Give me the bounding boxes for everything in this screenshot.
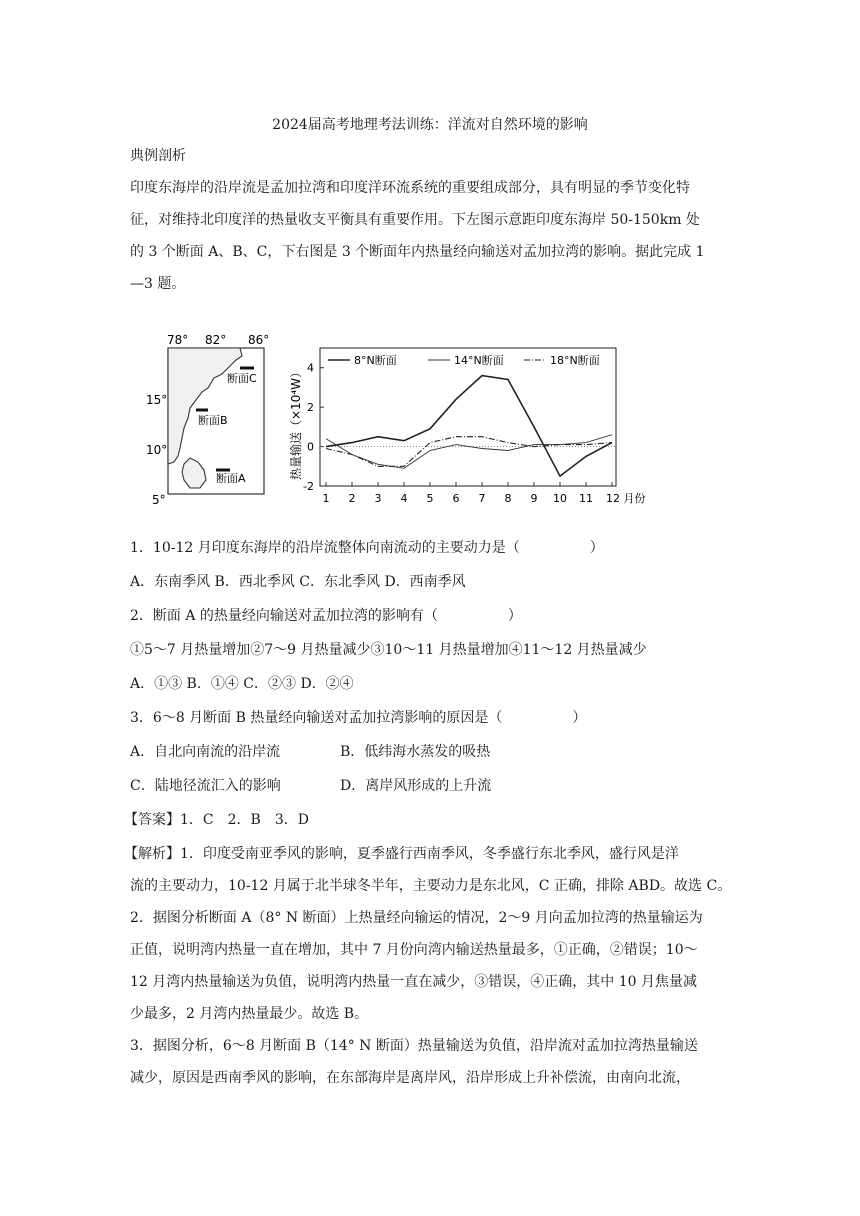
option-d: D．离岸风形成的上升流: [340, 778, 492, 794]
x-tick-label: 11: [579, 492, 593, 505]
chart-frame: [320, 348, 616, 486]
intro-paragraph: [130, 172, 740, 300]
option-a: A．自北向南流的沿岸流: [130, 744, 281, 760]
section-b-label: 断面B: [198, 414, 228, 427]
section-heading: 典例剖析: [130, 148, 186, 164]
analysis-line: 12 月湾内热量输送为负值，说明湾内热量一直在减少，③错误，④正确，其中 10 月焦量减: [130, 974, 697, 990]
chart-ylabel: 热量输送（×10⁴W）: [289, 365, 303, 480]
option-b: B．低纬海水蒸发的吸热: [340, 744, 491, 760]
legend-label-3: 18°N断面: [550, 354, 600, 367]
x-tick-label: 4: [400, 492, 408, 505]
x-tick-label: 2: [348, 492, 356, 505]
analysis-line: 正值，说明湾内热量一直在增加，其中 7 月份向湾内输送热量最多，①正确，②错误；10～: [130, 942, 698, 958]
question-3-stem: 3．6～8 月断面 B 热量经向输送对孟加拉湾影响的原因是（ ）: [130, 710, 587, 726]
intro-line: 的 3 个断面 A、B、C，下右图是 3 个断面年内热量经向输送对孟加拉湾的影响。据此完成 1: [130, 244, 705, 260]
analysis-line: 2．据图分析断面 A（8° N 断面）上热量经向输运的情况，2～9 月向孟加拉湾的热量输运为: [130, 910, 703, 926]
answer-line: 【答案】1．C 2．B 3．D: [124, 812, 309, 828]
intro-line: 征，对维持北印度洋的热量收支平衡具有重要作用。下左图示意距印度东海岸 50-150km 处: [130, 212, 700, 228]
analysis-line: 流的主要动力，10-12 月属于北半球冬半年，主要动力是东北风，C 正确，排除 ABD。故选 C。: [130, 878, 732, 894]
question-1-stem: 1．10-12 月印度东海岸的沿岸流整体向南流动的主要动力是（ ）: [130, 540, 604, 556]
analysis-paragraph: [124, 838, 740, 1094]
map-lat-label: 10°: [146, 443, 168, 457]
question-3-options-row2: [130, 776, 740, 796]
legend-label-2: 14°N断面: [454, 354, 504, 367]
section-a-label: 断面A: [216, 472, 246, 485]
analysis-line: 少最多，2 月湾内热量最少。故选 B。: [130, 1006, 369, 1022]
x-tick-label: 7: [478, 492, 486, 505]
legend-label-1: 8°N断面: [354, 354, 397, 367]
question-2-stem: 2．断面 A 的热量经向输送对孟加拉湾的影响有（ ）: [130, 608, 522, 624]
x-tick-label: 1: [322, 492, 330, 505]
intro-line: 印度东海岸的沿岸流是孟加拉湾和印度洋环流系统的重要组成部分，具有明显的季节变化特: [130, 180, 690, 196]
question-1-options: A．东南季风 B．西北季风 C．东北季风 D．西南季风: [130, 574, 466, 590]
line-chart: [288, 348, 646, 505]
figure: [146, 330, 680, 510]
x-axis-label: 12 月份: [606, 492, 646, 505]
analysis-line: 3．据图分析，6～8 月断面 B（14° N 断面）热量输送为负值，沿岸流对孟加拉湾热量输送: [130, 1038, 698, 1054]
map-lat-label: 15°: [146, 393, 168, 407]
y-tick-label: 0: [307, 440, 314, 454]
map-lon-label: 78°: [167, 333, 189, 347]
map-lon-label: 82°: [205, 333, 227, 347]
y-tick-label: 2: [307, 401, 314, 415]
option-c: C．陆地径流汇入的影响: [130, 778, 281, 794]
x-tick-label: 6: [452, 492, 460, 505]
y-tick-label: 4: [307, 361, 314, 375]
map-lat-label: 5°: [152, 493, 166, 507]
y-tick-label: -2: [303, 480, 314, 493]
question-2-options: A．①③ B．①④ C．②③ D．②④: [130, 676, 354, 692]
x-tick-label: 8: [504, 492, 512, 505]
figure-svg: [146, 330, 680, 510]
intro-line: —3 题。: [130, 276, 186, 292]
x-tick-label: 9: [530, 492, 538, 505]
document-title: 2024届高考地理考法训练：洋流对自然环境的影响: [272, 117, 588, 133]
section-c-label: 断面C: [227, 372, 257, 385]
x-tick-label: 5: [426, 492, 434, 505]
map-lon-label: 86°: [248, 333, 270, 347]
question-3-options-row1: [130, 742, 740, 762]
analysis-line: 减少，原因是西南季风的影响，在东部海岸是离岸风，沿岸形成上升补偿流，由南向北流，: [130, 1070, 690, 1086]
x-tick-label: 3: [374, 492, 382, 505]
analysis-line: 【解析】1．印度受南亚季风的影响，夏季盛行西南季风，冬季盛行东北季风，盛行风是洋: [124, 846, 679, 862]
question-2-statements: ①5～7 月热量增加②7～9 月热量减少③10～11 月热量增加④11～12 月热量减少: [130, 642, 647, 658]
x-tick-label: 10: [553, 492, 567, 505]
map: [146, 333, 269, 507]
